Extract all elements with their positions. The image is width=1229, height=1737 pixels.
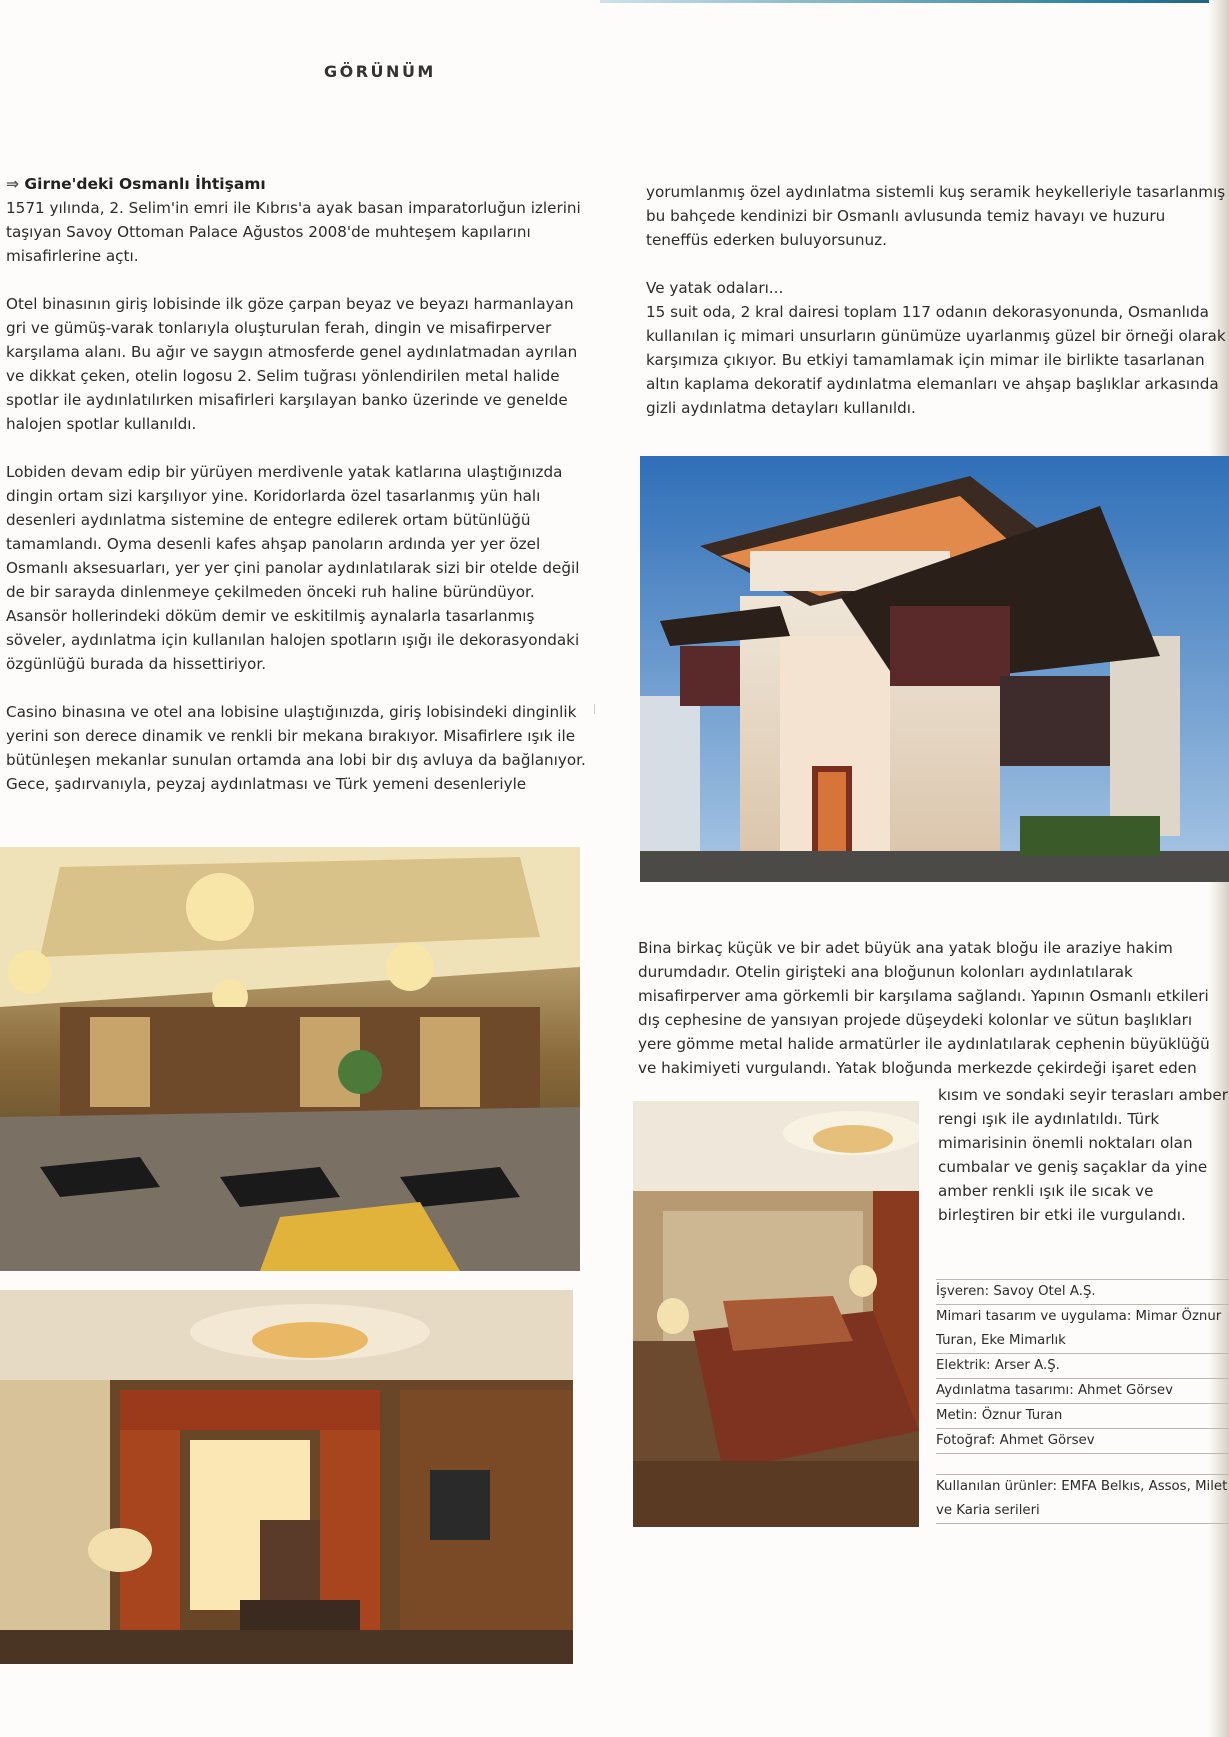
credit-text: Metin: Öznur Turan	[936, 1404, 1228, 1429]
credit-electric: Elektrik: Arser A.Ş.	[936, 1354, 1228, 1379]
bedroom-photo	[633, 1101, 919, 1527]
credit-products: Kullanılan ürünler: EMFA Belkıs, Assos, Milet ve Karia serileri	[936, 1474, 1228, 1524]
credit-architecture: Mimari tasarım ve uygulama: Mimar Öznur Turan, Eke Mimarlık	[936, 1305, 1228, 1354]
building-paragraph: Bina birkaç küçük ve bir adet büyük ana yatak bloğu ile araziye hakim durumdadır. Otelin girişteki ana bloğunun kolonları aydınlatılarak misafirperver ama görkemli bir karşılama sağlandı. Yapının Osmanlı etkileri dış cephesine de yansıyan projede düşeydeki kolonlar ve sütun başlıkları yere gömme metal halide armatürler ile aydınlatılarak cephenin büyüklüğü ve hakimiyeti vurgulandı. Yatak bloğunda merkezde çekirdeği işaret eden	[638, 939, 1210, 1077]
lobby-photo	[0, 847, 580, 1271]
paragraph-intro: 1571 yılında, 2. Selim'in emri ile Kıbrıs'a ayak basan imparatorluğun izlerini taşıyan Savoy Ottoman Palace Ağustos 2008'de muhteşem kapılarını misafirlerine açtı.	[6, 199, 581, 265]
facade-photo	[640, 456, 1229, 882]
credit-employer: İşveren: Savoy Otel A.Ş.	[936, 1279, 1228, 1305]
credits-list	[936, 1279, 1228, 1454]
paragraph-corridors: Lobiden devam edip bir yürüyen merdivenle yatak katlarına ulaştığınızda dingin ortam sizi karşılıyor yine. Koridorlarda özel tasarlanmış yün halı desenleri aydınlatma sistemine de entegre edilerek ortam bütünlüğü tamamlandı. Oyma desenli kafes ahşap panoların ardında yer yer özel Osmanlı aksesuarları, yer yer çini panolar aydınlatılarak sizi bir otelde değil de bir sarayda dinlenmeye çekilmeden önceki ruh haline büründüyor. Asansör hollerindeki döküm demir ve eskitilmiş aynalarla tasarlanmış söveler, aydınlatma için kullanılan halojen spotların ışığı ile dekorasyondaki özgünlüğü burada da hissettiriyor.	[6, 463, 580, 673]
subheading-text: Girne'deki Osmanlı İhtişamı	[24, 175, 266, 193]
paragraph-rooms: 15 suit oda, 2 kral dairesi toplam 117 odanın dekorasyonunda, Osmanlıda kullanılan iç mimari unsurların günümüze uyarlanmış güzel bir örneği olarak karşımıza çıkıyor. Bu etkiyi tamamlamak için mimar ile birlikte tasarlanan altın kaplama dekoratif aydınlatma elemanları ve ahşap başlıklar arkasında gizli aydınlatma detayları kullanıldı.	[646, 303, 1226, 417]
suite-living-room-photo	[0, 1290, 573, 1664]
article-subheading	[6, 172, 586, 196]
building-paragraph-continued: kısım ve sondaki seyir terasları amber rengi ışık ile aydınlatıldı. Türk mimarisinin önemli noktaları olan cumbalar ve geniş saçaklar da yine amber renkli ışık ile sıcak ve birleştiren bir etki ile vurgulandı.	[938, 1086, 1228, 1224]
paragraph-garden: yorumlanmış özel aydınlatma sistemli kuş seramik heykelleriyle tasarlanmış bu bahçede kendinizi bir Osmanlı avlusunda temiz havayı ve huzuru teneffüs ederken buluyorsunuz.	[646, 183, 1226, 249]
credit-lighting-design: Aydınlatma tasarımı: Ahmet Görsev	[936, 1379, 1228, 1404]
paragraph-lobby: Otel binasının giriş lobisinde ilk göze çarpan beyaz ve beyazı harmanlayan gri ve gümüş-varak tonlarıyla oluşturulan ferah, dingin ve misafirperver karşılama alanı. Bu ağır ve saygın atmosferde genel aydınlatmadan ayrılan ve dikkat çeken, otelin logosu 2. Selim tuğrası yönlendirilen metal halide spotlar ile aydınlatılırken misafirleri karşılayan banko üzerinde ve genelde halojen spotlar kullanıldı.	[6, 295, 578, 433]
credit-photo: Fotoğraf: Ahmet Görsev	[936, 1429, 1228, 1454]
paragraph-casino: Casino binasına ve otel ana lobisine ulaştığınızda, giriş lobisindeki dinginlik yerini son derece dinamik ve renkli bir mekana bırakıyor. Misafirlere ışık ile bütünleşen mekanlar sunulan ortamda ana lobi bir dış avluya da bağlanıyor. Gece, şadırvanıyla, peyzaj aydınlatması ve Türk yemeni desenleriyle	[6, 703, 586, 793]
section-header: GÖRÜNÜM	[324, 62, 436, 81]
left-text-column	[6, 172, 586, 820]
top-color-strip	[600, 0, 1229, 3]
right-text-column	[646, 180, 1226, 444]
stray-mark	[594, 704, 595, 714]
rooms-intro: Ve yatak odaları...	[646, 279, 784, 297]
arrow-right-icon: ⇒	[6, 175, 19, 193]
